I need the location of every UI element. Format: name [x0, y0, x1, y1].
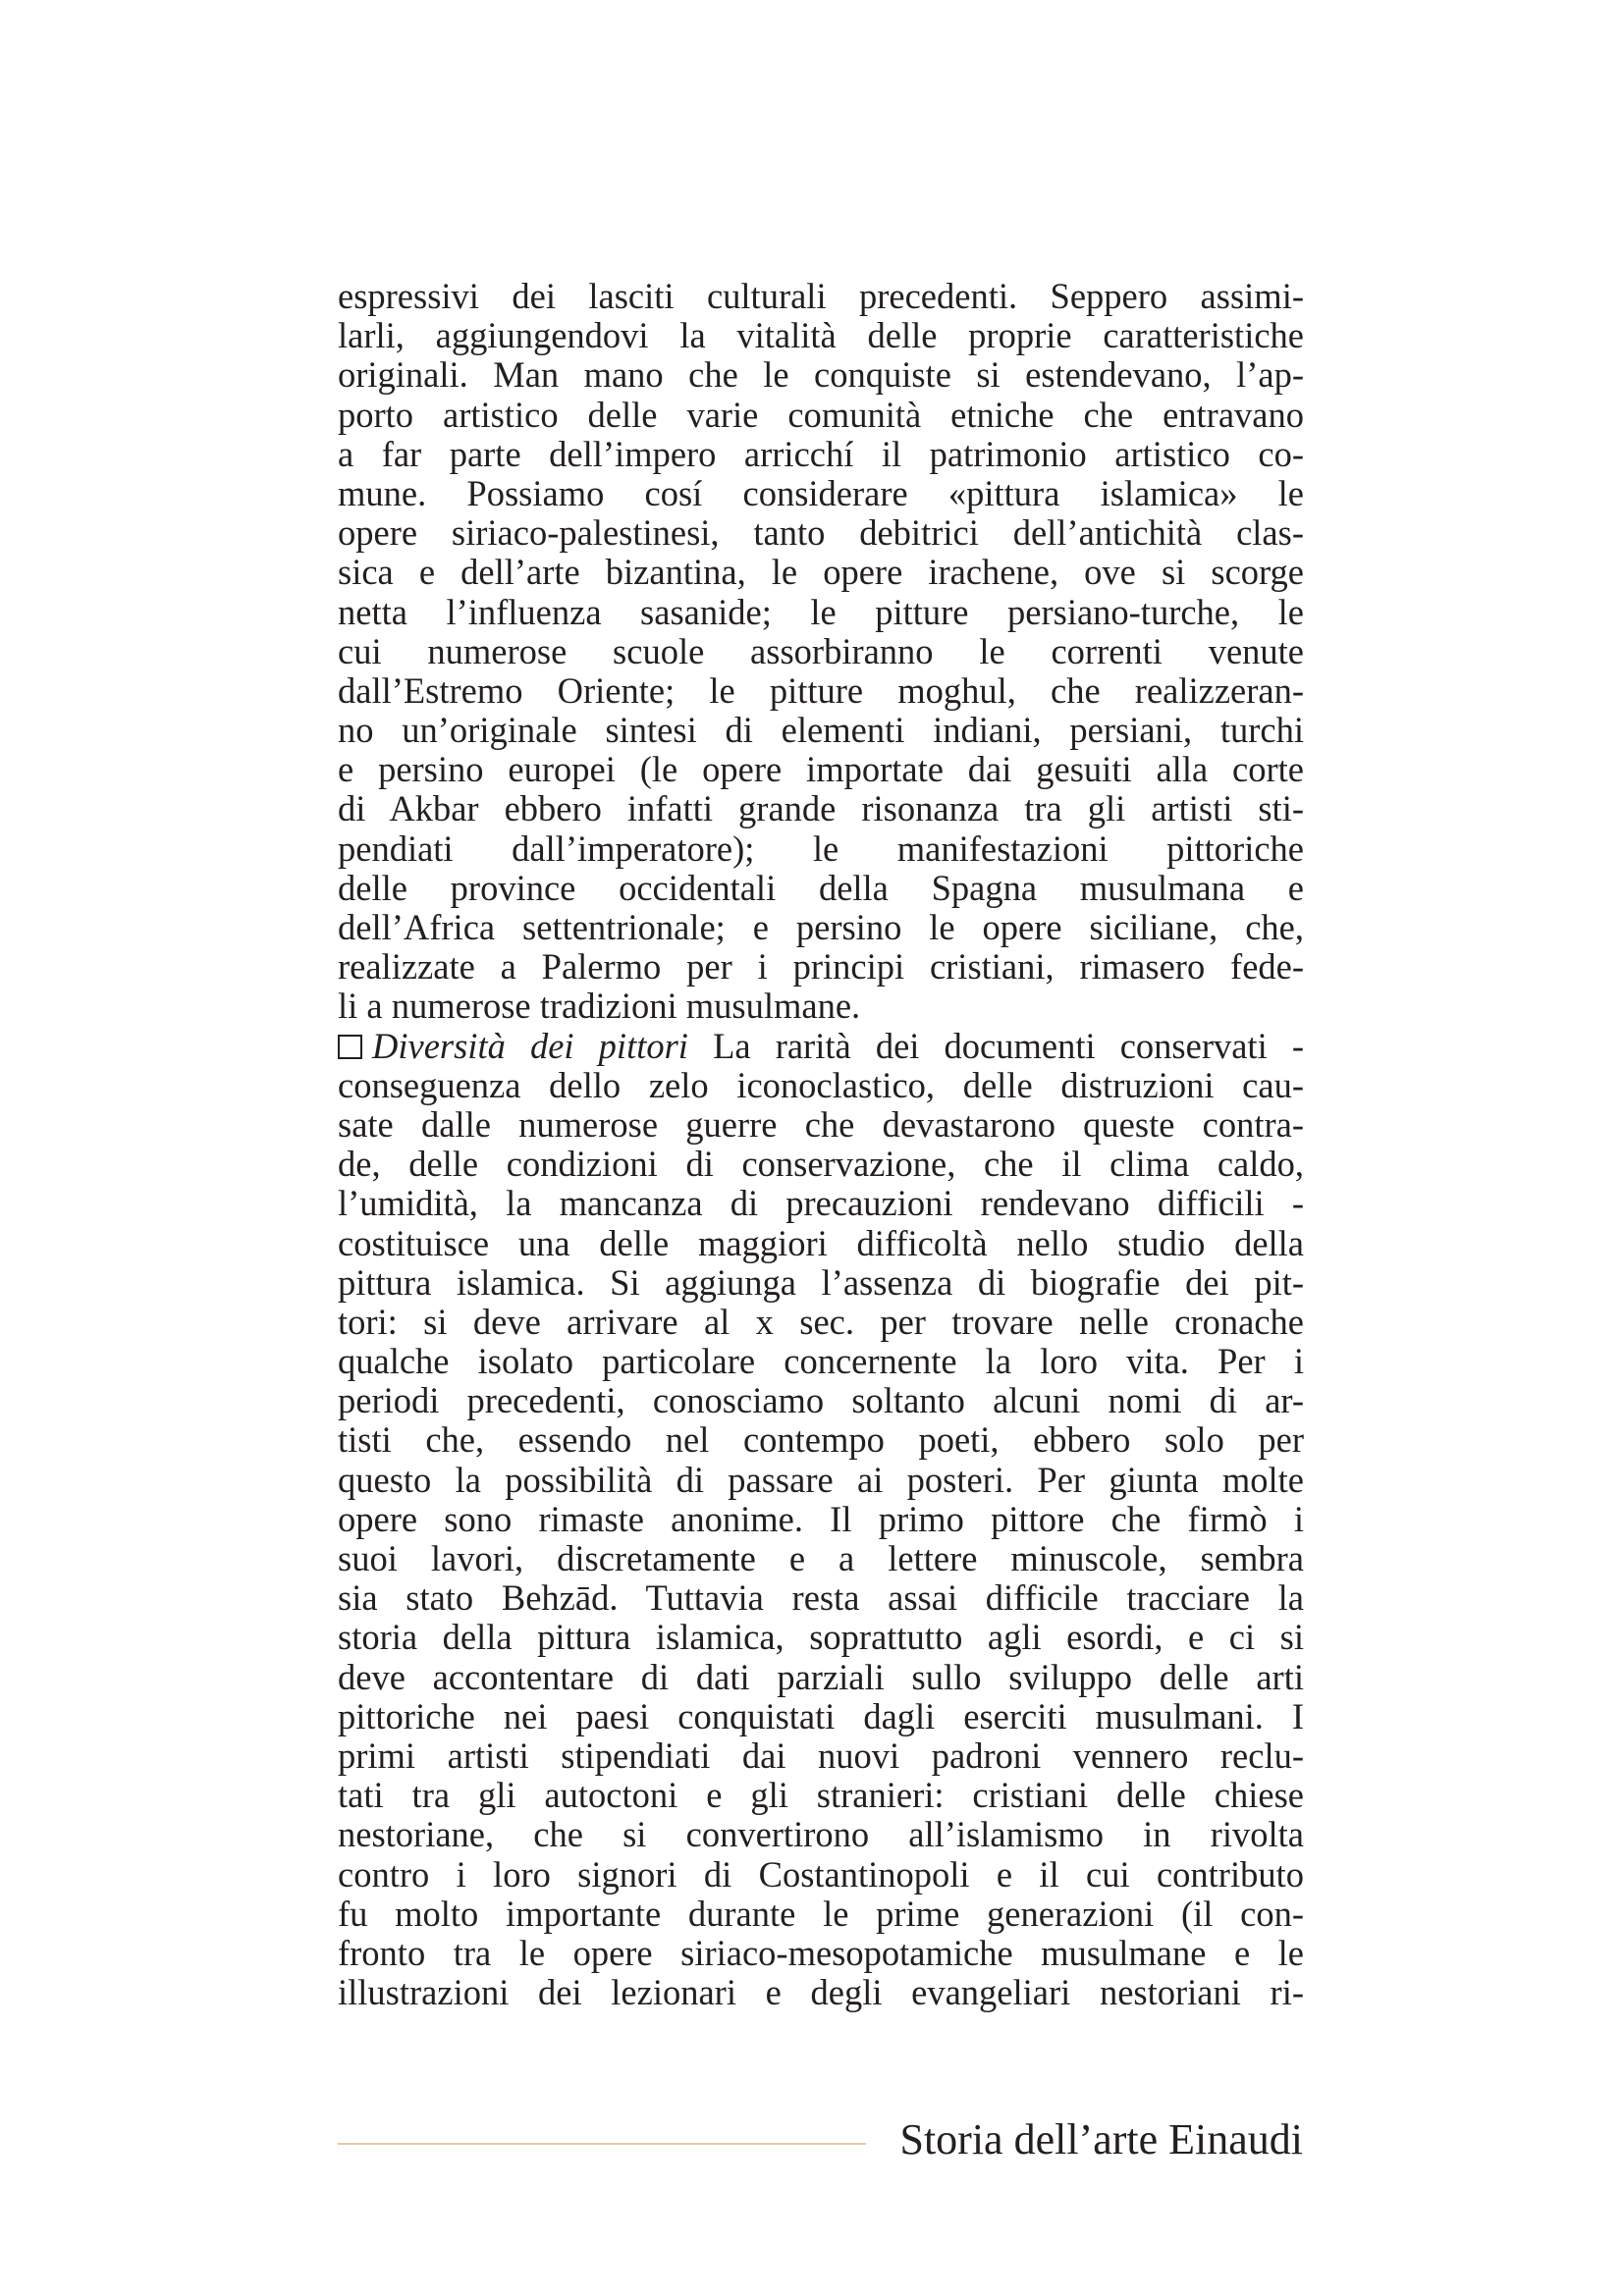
- text-line: de, delle condizioni di conservazione, che il clima caldo,: [338, 1144, 1304, 1185]
- text-line: no un’originale sintesi di elementi indiani, persiani, turchi: [338, 710, 1304, 751]
- text-line: deve accontentare di dati parziali sullo sviluppo delle arti: [338, 1656, 1304, 1697]
- section-first-line-text: La rarità dei documenti conservati -: [713, 1025, 1304, 1066]
- text-line: dall’Estremo Oriente; le pitture moghul, che realizzeran-: [338, 669, 1304, 711]
- text-line: periodi precedenti, conosciamo soltanto alcuni nomi di ar-: [338, 1380, 1304, 1421]
- text-line: sica e dell’arte bizantina, le opere irachene, ove si scorge: [338, 552, 1304, 593]
- text-line: questo la possibilità di passare ai posteri. Per giunta molte: [338, 1459, 1304, 1500]
- text-line: cui numerose scuole assorbiranno le correnti venute: [338, 630, 1304, 671]
- text-line: delle province occidentali della Spagna musulmana e: [338, 867, 1304, 908]
- text-line: netta l’influenza sasanide; le pitture persiano-turche, le: [338, 591, 1304, 632]
- text-line: pittura islamica. Si aggiunga l’assenza di biografie dei pit-: [338, 1261, 1304, 1303]
- text-line: tati tra gli autoctoni e gli stranieri: cristiani delle chiese: [338, 1775, 1304, 1816]
- text-line: larli, aggiungendovi la vitalità delle proprie caratteristiche: [338, 315, 1304, 356]
- text-line: opere siriaco-palestinesi, tanto debitrici dell’antichità clas-: [338, 512, 1304, 554]
- text-line: mune. Possiamo cosí considerare «pittura islamica» le: [338, 472, 1304, 513]
- text-line: nestoriane, che si convertirono all’islamismo in rivolta: [338, 1814, 1304, 1855]
- text-line: originali. Man mano che le conquiste si estendevano, l’ap-: [338, 354, 1304, 396]
- footer-divider: [338, 2143, 866, 2145]
- text-line: costituisce una delle maggiori difficoltà nello studio della: [338, 1222, 1304, 1263]
- text-line: fronto tra le opere siriaco-mesopotamiche musulmane e le: [338, 1932, 1304, 1973]
- text-line: suoi lavori, discretamente e a lettere minuscole, sembra: [338, 1538, 1304, 1578]
- text-line: tori: si deve arrivare al x sec. per trovare nelle cronache: [338, 1301, 1304, 1342]
- text-line: conseguenza dello zelo iconoclastico, delle distruzioni cau-: [338, 1064, 1304, 1105]
- text-line: illustrazioni dei lezionari e degli evangeliari nestoriani ri-: [338, 1972, 1304, 2013]
- text-line: l’umidità, la mancanza di precauzioni rendevano difficili -: [338, 1183, 1304, 1224]
- text-line: storia della pittura islamica, soprattutto agli esordi, e ci si: [338, 1617, 1304, 1658]
- text-line: tisti che, essendo nel contempo poeti, ebbero solo per: [338, 1419, 1304, 1461]
- text-line: di Akbar ebbero infatti grande risonanza tra gli artisti sti-: [338, 788, 1304, 829]
- text-line: fu molto importante durante le prime generazioni (il con-: [338, 1893, 1304, 1934]
- text-line: porto artistico delle varie comunità etniche che entravano: [338, 394, 1304, 435]
- paragraph-one: [338, 277, 1304, 1027]
- text-line: primi artisti stipendiati dai nuovi padroni vennero reclu-: [338, 1735, 1304, 1776]
- body-text: [338, 277, 1304, 2012]
- text-line: li a numerose tradizioni musulmane.: [338, 986, 861, 1027]
- footer-title: Storia dell’arte Einaudi: [899, 2115, 1303, 2163]
- text-line: realizzate a Palermo per i principi cristiani, rimasero fede-: [338, 946, 1304, 988]
- text-line: pittoriche nei paesi conquistati dagli eserciti musulmani. I: [338, 1695, 1304, 1736]
- square-box-icon: [338, 1035, 362, 1059]
- text-line: contro i loro signori di Costantinopoli e il cui contributo: [338, 1853, 1304, 1895]
- section-first-line: [338, 1027, 1304, 1066]
- text-line: sia stato Behzād. Tuttavia resta assai difficile tracciare la: [338, 1577, 1304, 1619]
- text-line: espressivi dei lasciti culturali precedenti. Seppero assimi-: [338, 276, 1304, 316]
- section-heading: Diversità dei pittori: [372, 1025, 688, 1066]
- text-line: opere sono rimaste anonime. Il primo pittore che firmò i: [338, 1498, 1304, 1539]
- text-line: dell’Africa settentrionale; e persino le opere siciliane, che,: [338, 907, 1304, 947]
- text-line: pendiati dall’imperatore); le manifestazioni pittoriche: [338, 828, 1304, 869]
- paragraph-two: [338, 1027, 1304, 2013]
- text-line: sate dalle numerose guerre che devastarono queste contra-: [338, 1103, 1304, 1145]
- text-line: e persino europei (le opere importate dai gesuiti alla corte: [338, 749, 1304, 790]
- text-line: a far parte dell’impero arricchí il patrimonio artistico co-: [338, 433, 1304, 474]
- text-line: qualche isolato particolare concernente la loro vita. Per i: [338, 1341, 1304, 1382]
